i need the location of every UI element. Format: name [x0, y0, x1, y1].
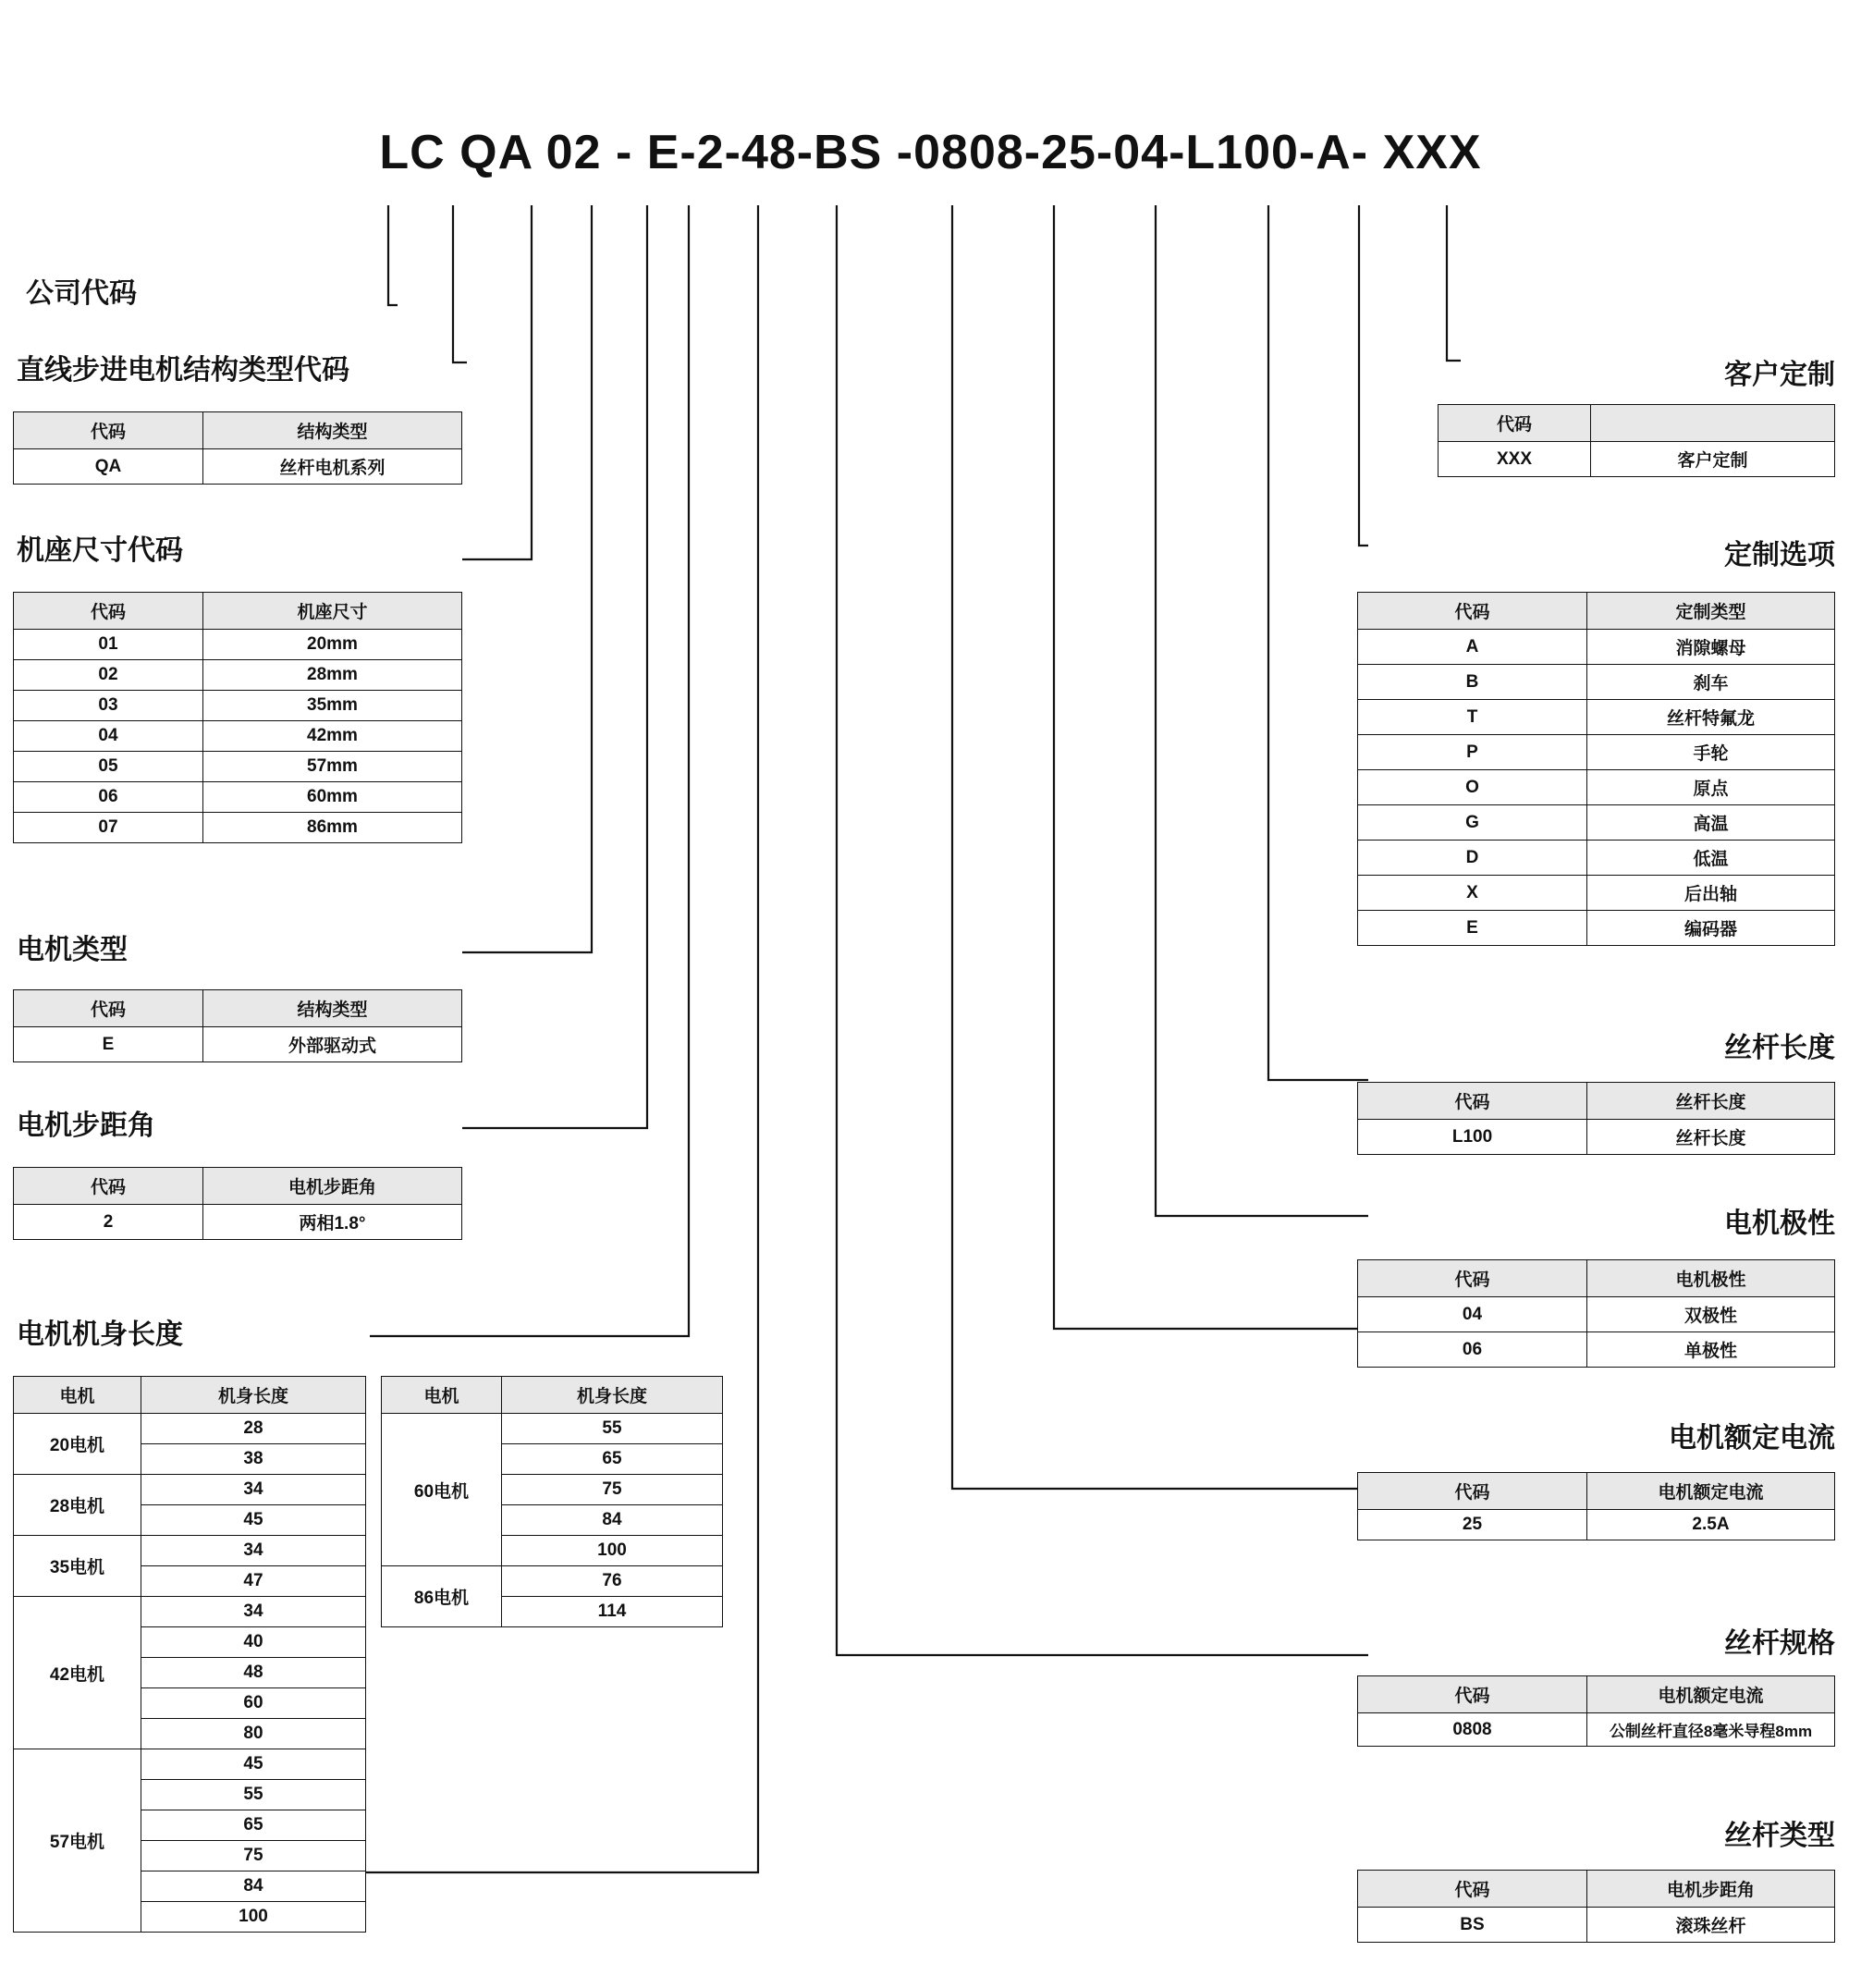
col-header: 结构类型 — [203, 990, 462, 1027]
table-row — [1439, 442, 1835, 477]
cell-length: 65 — [502, 1444, 723, 1475]
table-row — [14, 630, 462, 660]
cell-code: 07 — [14, 813, 203, 843]
cell-code: E — [1358, 911, 1587, 946]
cell-value: 公制丝杆直径8毫米导程8mm — [1587, 1713, 1835, 1747]
cell-code: B — [1358, 665, 1587, 700]
table-frame-size — [13, 592, 462, 843]
heading-screw-length: 丝杆长度 — [1724, 1033, 1835, 1063]
cell-value: 后出轴 — [1587, 876, 1835, 911]
table-row — [14, 1027, 462, 1062]
cell-code: 06 — [1358, 1332, 1587, 1368]
cell-length: 100 — [502, 1536, 723, 1566]
cell-value: 86mm — [203, 813, 462, 843]
table-row — [1358, 1908, 1835, 1943]
cell-length: 48 — [141, 1658, 366, 1688]
table-structure-type — [13, 411, 462, 485]
cell-code: 03 — [14, 691, 203, 721]
col-header: 定制类型 — [1587, 593, 1835, 630]
cell-length: 114 — [502, 1597, 723, 1627]
cell-code: O — [1358, 770, 1587, 805]
table-row — [1358, 735, 1835, 770]
table-motor-polarity — [1357, 1259, 1835, 1368]
table-step-angle — [13, 1167, 462, 1240]
cell-value: 外部驱动式 — [203, 1027, 462, 1062]
col-header: 电机 — [382, 1377, 502, 1414]
heading-company-code: 公司代码 — [26, 278, 137, 309]
table-row — [1358, 700, 1835, 735]
cell-code: X — [1358, 876, 1587, 911]
cell-length: 34 — [141, 1475, 366, 1505]
col-header: 代码 — [1358, 1083, 1587, 1120]
cell-value: 20mm — [203, 630, 462, 660]
col-header: 代码 — [1358, 1260, 1587, 1297]
cell-length: 40 — [141, 1627, 366, 1658]
col-header: 代码 — [1358, 1871, 1587, 1908]
cell-length: 60 — [141, 1688, 366, 1719]
col-header: 代码 — [1358, 593, 1587, 630]
cell-length: 65 — [141, 1810, 366, 1841]
cell-motor: 60电机 — [382, 1414, 502, 1566]
table-row — [1358, 665, 1835, 700]
table-screw-type — [1357, 1870, 1835, 1943]
cell-value: 35mm — [203, 691, 462, 721]
col-header: 电机额定电流 — [1587, 1676, 1835, 1713]
table-screw-length — [1357, 1082, 1835, 1155]
cell-length: 55 — [141, 1780, 366, 1810]
table-row — [382, 1414, 723, 1444]
cell-motor: 42电机 — [14, 1597, 141, 1749]
heading-screw-spec: 丝杆规格 — [1724, 1628, 1835, 1659]
heading-custom-made: 客户定制 — [1724, 360, 1835, 390]
cell-value: 2.5A — [1587, 1510, 1835, 1540]
cell-motor: 28电机 — [14, 1475, 141, 1536]
cell-value: 42mm — [203, 721, 462, 752]
col-header: 电机 — [14, 1377, 141, 1414]
col-header: 代码 — [14, 593, 203, 630]
heading-frame-size: 机座尺寸代码 — [17, 535, 183, 566]
table-body-length-left — [13, 1376, 366, 1933]
cell-value: 客户定制 — [1591, 442, 1835, 477]
cell-length: 28 — [141, 1414, 366, 1444]
table-row — [14, 660, 462, 691]
col-header: 代码 — [14, 1168, 203, 1205]
cell-length: 100 — [141, 1902, 366, 1933]
cell-value: 57mm — [203, 752, 462, 782]
table-row — [1358, 1510, 1835, 1540]
cell-code: QA — [14, 449, 203, 485]
col-header: 代码 — [1358, 1676, 1587, 1713]
col-header — [1591, 405, 1835, 442]
table-body-length-right — [381, 1376, 723, 1627]
heading-screw-type: 丝杆类型 — [1724, 1821, 1835, 1851]
cell-length: 75 — [141, 1841, 366, 1871]
cell-value: 原点 — [1587, 770, 1835, 805]
table-row — [1358, 1120, 1835, 1155]
cell-code: 25 — [1358, 1510, 1587, 1540]
table-row — [382, 1566, 723, 1597]
table-row — [1358, 630, 1835, 665]
cell-value: 丝杆特氟龙 — [1587, 700, 1835, 735]
cell-length: 45 — [141, 1505, 366, 1536]
table-row — [1358, 805, 1835, 841]
cell-length: 84 — [502, 1505, 723, 1536]
cell-code: 05 — [14, 752, 203, 782]
table-row — [14, 449, 462, 485]
table-screw-spec — [1357, 1675, 1835, 1747]
col-header: 丝杆长度 — [1587, 1083, 1835, 1120]
table-row — [14, 721, 462, 752]
cell-motor: 86电机 — [382, 1566, 502, 1627]
cell-value: 单极性 — [1587, 1332, 1835, 1368]
cell-value: 手轮 — [1587, 735, 1835, 770]
heading-rated-current: 电机额定电流 — [1669, 1423, 1835, 1454]
col-header: 代码 — [14, 412, 203, 449]
cell-code: 01 — [14, 630, 203, 660]
table-row — [14, 1536, 366, 1566]
cell-value: 28mm — [203, 660, 462, 691]
cell-length: 55 — [502, 1414, 723, 1444]
cell-code: 2 — [14, 1205, 203, 1240]
cell-value: 滚珠丝杆 — [1587, 1908, 1835, 1943]
table-row — [1358, 1713, 1835, 1747]
col-header: 电机步距角 — [203, 1168, 462, 1205]
col-header: 机身长度 — [141, 1377, 366, 1414]
cell-motor: 57电机 — [14, 1749, 141, 1933]
heading-structure-type: 直线步进电机结构类型代码 — [17, 355, 349, 386]
table-rated-current — [1357, 1472, 1835, 1540]
cell-length: 76 — [502, 1566, 723, 1597]
table-row — [1358, 1332, 1835, 1368]
cell-length: 84 — [141, 1871, 366, 1902]
col-header: 代码 — [1358, 1473, 1587, 1510]
cell-code: XXX — [1439, 442, 1591, 477]
table-row — [14, 1205, 462, 1240]
cell-value: 丝杆电机系列 — [203, 449, 462, 485]
cell-code: T — [1358, 700, 1587, 735]
cell-code: 0808 — [1358, 1713, 1587, 1747]
table-row — [14, 752, 462, 782]
cell-length: 34 — [141, 1536, 366, 1566]
cell-motor: 20电机 — [14, 1414, 141, 1475]
cell-value: 消隙螺母 — [1587, 630, 1835, 665]
heading-motor-polarity: 电机极性 — [1724, 1209, 1835, 1239]
table-row — [1358, 876, 1835, 911]
cell-value: 高温 — [1587, 805, 1835, 841]
cell-value: 低温 — [1587, 841, 1835, 876]
heading-motor-type: 电机类型 — [17, 935, 128, 965]
table-row — [1358, 841, 1835, 876]
cell-value: 编码器 — [1587, 911, 1835, 946]
cell-code: G — [1358, 805, 1587, 841]
table-row — [14, 691, 462, 721]
table-custom-option — [1357, 592, 1835, 946]
cell-code: P — [1358, 735, 1587, 770]
table-row — [1358, 770, 1835, 805]
col-header: 电机极性 — [1587, 1260, 1835, 1297]
col-header: 机身长度 — [502, 1377, 723, 1414]
cell-code: 04 — [14, 721, 203, 752]
cell-code: 04 — [1358, 1297, 1587, 1332]
cell-code: D — [1358, 841, 1587, 876]
table-row — [1358, 911, 1835, 946]
col-header: 代码 — [14, 990, 203, 1027]
table-row — [14, 1749, 366, 1780]
table-row — [14, 1597, 366, 1627]
cell-value: 刹车 — [1587, 665, 1835, 700]
table-row — [14, 1414, 366, 1444]
cell-code: A — [1358, 630, 1587, 665]
table-motor-type — [13, 989, 462, 1062]
cell-motor: 35电机 — [14, 1536, 141, 1597]
cell-value: 60mm — [203, 782, 462, 813]
cell-code: 06 — [14, 782, 203, 813]
cell-length: 34 — [141, 1597, 366, 1627]
heading-custom-option: 定制选项 — [1724, 540, 1835, 571]
table-row — [14, 813, 462, 843]
table-custom-made — [1438, 404, 1835, 477]
table-row — [1358, 1297, 1835, 1332]
col-header: 机座尺寸 — [203, 593, 462, 630]
col-header: 代码 — [1439, 405, 1591, 442]
table-row — [14, 1475, 366, 1505]
cell-length: 75 — [502, 1475, 723, 1505]
cell-value: 丝杆长度 — [1587, 1120, 1835, 1155]
table-row — [14, 782, 462, 813]
cell-value: 两相1.8° — [203, 1205, 462, 1240]
cell-code: L100 — [1358, 1120, 1587, 1155]
cell-length: 80 — [141, 1719, 366, 1749]
heading-motor-body-length: 电机机身长度 — [17, 1319, 183, 1350]
page-title: LC QA 02 - E-2-48-BS -0808-25-04-L100-A- XXX — [379, 126, 1482, 179]
cell-code: E — [14, 1027, 203, 1062]
cell-code: BS — [1358, 1908, 1587, 1943]
cell-length: 45 — [141, 1749, 366, 1780]
cell-length: 38 — [141, 1444, 366, 1475]
col-header: 电机额定电流 — [1587, 1473, 1835, 1510]
heading-step-angle: 电机步距角 — [17, 1111, 155, 1141]
cell-length: 47 — [141, 1566, 366, 1597]
cell-code: 02 — [14, 660, 203, 691]
col-header: 电机步距角 — [1587, 1871, 1835, 1908]
col-header: 结构类型 — [203, 412, 462, 449]
cell-value: 双极性 — [1587, 1297, 1835, 1332]
